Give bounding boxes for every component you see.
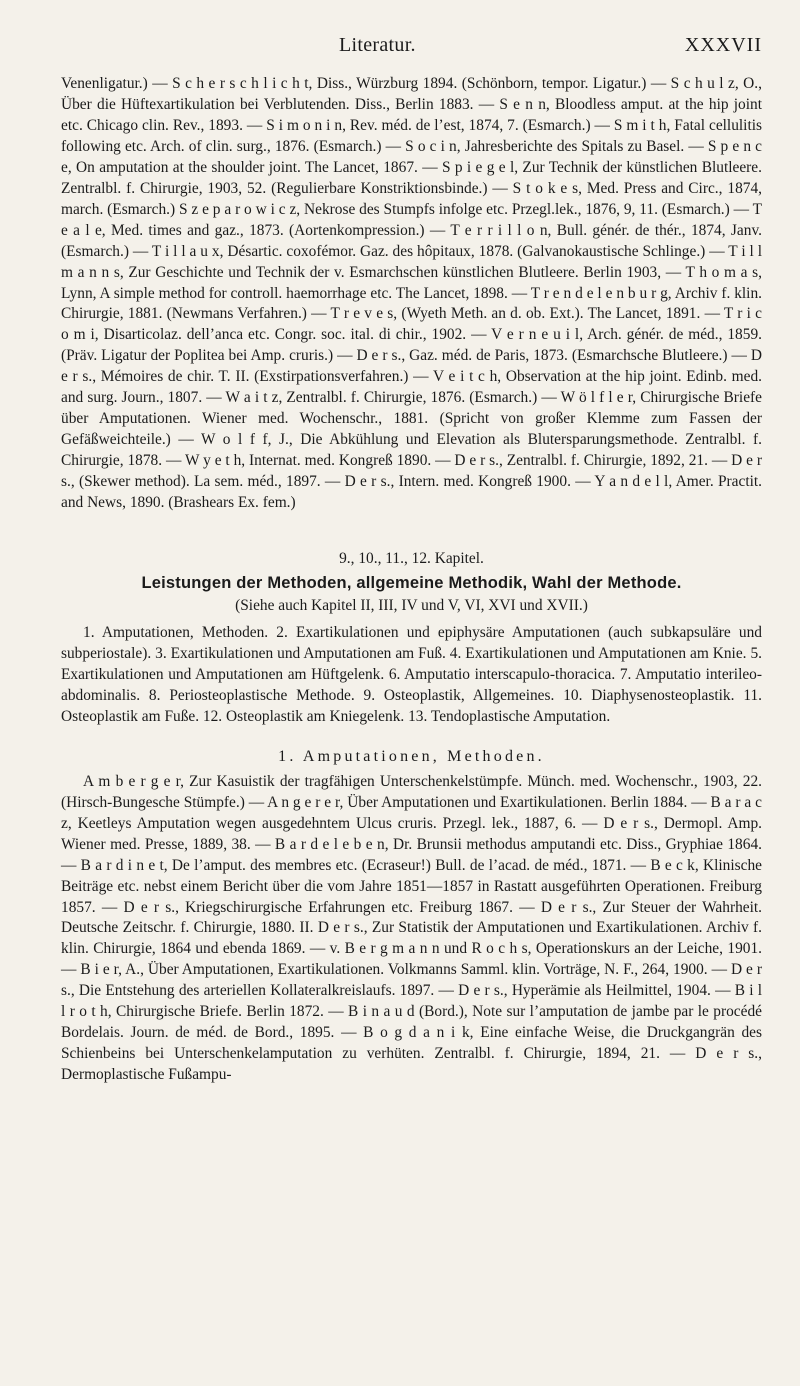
chapter-line: 9., 10., 11., 12. Kapitel.: [339, 550, 484, 568]
overview-paragraph: 1. Amputationen, Methoden. 2. Exartikulationen und epiphysäre Amputationen (auch subkapsuläre und subperiostale). 3. Exartikulationen und Amputationen am Fuß. 4. Exartikulationen und Amputationen am Knie. 5. Exartikulationen und Amputationen am Hüftgelenk. 6. Amputatio interscapulo-thoracica. 7. Amputatio interileo-abdominalis. 8. Periosteoplastische Methode. 9. Osteoplastik, Allgemeines. 10. Diaphysenosteoplastik. 11. Osteoplastik am Fuße. 12. Osteoplastik am Kniegelenk. 13. Tendoplastische Amputation.: [61, 624, 762, 725]
references-paragraph-top: Venenligatur.) — S c h e r s c h l i c h t, Diss., Würzburg 1894. (Schönborn, tempor. Ligatur.) — S c h u l z, O., Über die Hüftexartikulation bei Verblutenden. Diss., Berlin 1883. — S e n n, Bloodless amput. at the hip joint etc. Chicago clin. Rev., 1893. — S i m o n i n, Rev. méd. de l’est, 1874, 7. (Esmarch.) — S m i t h, Fatal cellulitis following etc. Arch. of clin. surg., 1876. (Esmarch.) — S o c i n, Jahresberichte des Spitals zu Basel. — S p e n c e, On amputation at the shoulder joint. The Lancet, 1867. — S p i e g e l, Zur Technik der künstlichen Blutleere. Zentralbl. f. Chirurgie, 1903, 52. (Regulierbare Konstriktionsbinde.) — S t o k e s, Med. Press and Circ., 1874, march. (Esmarch.) S z e p a r o w i c z, Nekrose des Stumpfs infolge etc. Przegl.lek., 1876, 9, 11. (Esmarch.) — T e a l e, Med. times and gaz., 1873. (Aortenkompression.) — T e r r i l l o n, Bull. génér. de thér., 1874, Janv. (Esmarch.) — T i l l a u x, Désartic. coxofémor. Gaz. des hôpitaux, 1878. (Galvanokaustische Schlinge.) — T i l l m a n n s, Zur Geschichte und Technik der v. Esmarchschen künstlichen Blutleere. Berlin 1903, — T h o m a s, Lynn, A simple method for controll. haemorrhage etc. The Lancet, 1898. — T r e n d e l e n b u r g, Archiv f. klin. Chirurgie, 1881. (Newmans Verfahren.) — T r e v e s, (Wyeth Meth. an d. ob. Ext.). The Lancet, 1891. — T r i c o m i, Disarticolaz. dell’anca etc. Congr. soc. ital. di chir., 1902. — V e r n e u i l, Arch. génér. de méd., 1859. (Präv. Ligatur der Poplitea bei Amp. cruris.) — D e r s., Gaz. méd. de Paris, 1873. (Esmarchsche Blutleere.) — D e r s., Mémoires de chir. T. II. (Exstirpationsverfahren.) — V e i t c h, Observation at the hip joint. Edinb. med. and surg. Journ., 1807. — W a i t z, Zentralbl. f. Chirurgie, 1876. (Esmarch.) — W ö l f l e r, Chirurgische Briefe über Amputationen. Wiener med. Wochenschr., 1881. (Spricht von großer Klemme zum Fassen der Gefäßweichteile.) — W o l f f, J., Die Abkühlung und Elevation als Blutersparungsmethode. Zentralbl. f. Chirurgie, 1878. — W y e t h, Internat. med. Kongreß 1890. — D e r s., Zentralbl. f. Chirurgie, 1892, 21. — D e r s., (Skewer method). La sem. méd., 1897. — D e r s., Intern. med. Kongreß 1900. — Y a n d e l l, Amer. Practit. and News, 1890. (Brashears Ex. fem.): [61, 75, 762, 512]
subsection-heading: 1. Amputationen, Methoden.: [278, 747, 545, 765]
section-heading: Leistungen der Methoden, allgemeine Methodik, Wahl der Methode.: [141, 574, 682, 593]
see-also-note: (Siehe auch Kapitel II, III, IV und V, VI, XVI und XVII.): [235, 597, 588, 615]
running-header: [61, 34, 762, 74]
page-number: XXXVII: [684, 34, 762, 56]
references-paragraph-bottom: A m b e r g e r, Zur Kasuistik der tragfähigen Unterschenkelstümpfe. Münch. med. Wochenschr., 1903, 22. (Hirsch-Bungesche Stümpfe.) — A n g e r e r, Über Amputationen und Exartikulationen. Berlin 1884. — B a r a c z, Keetleys Amputation wegen ausgedehntem Ulcus cruris. Przegl. lek., 1887, 6. — D e r s., Dermopl. Amp. Wiener med. Presse, 1889, 38. — B a r d e l e b e n, Dr. Brunsii methodus amputandi etc. Diss., Gryphiae 1864. — B a r d i n e t, De l’amput. des membres etc. (Ecraseur!) Bull. de l’acad. de méd., 1871. — B e c k, Klinische Beiträge etc. nebst einem Bericht über die vom Jahre 1851—1857 in Rastatt ausgeführten Operationen. Freiburg 1857. — D e r s., Kriegschirurgische Erfahrungen etc. Freiburg 1867. — D e r s., Zur Steuer der Wahrheit. Deutsche Zeitschr. f. Chirurgie, 1880. II. D e r s., Zur Statistik der Amputationen und Exartikulationen. Archiv f. klin. Chirurgie, 1864 und ebenda 1869. — v. B e r g m a n n und R o c h s, Operationskurs an der Leiche, 1901. — B i e r, A., Über Amputationen, Exartikulationen. Volkmanns Samml. klin. Vorträge, N. F., 264, 1900. — D e r s., Die Entstehung des arteriellen Kollateralkreislaufs. 1897. — D e r s., Hyperämie als Heilmittel, 1904. — B i l l r o t h, Chirurgische Briefe. Berlin 1872. — B i n a u d (Bord.), Note sur l’amputation de jambe par le procédé Bordelais. Journ. de méd. de Bord., 1895. — B o g d a n i k, Eine einfache Weise, die Druckgangrän des Schienbeins bei Unterschenkelamputation zu verhüten. Zentralbl. f. Chirurgie, 1894, 21. — D e r s., Dermoplastische Fußampu-: [61, 772, 762, 1084]
running-title: Literatur.: [339, 34, 416, 56]
